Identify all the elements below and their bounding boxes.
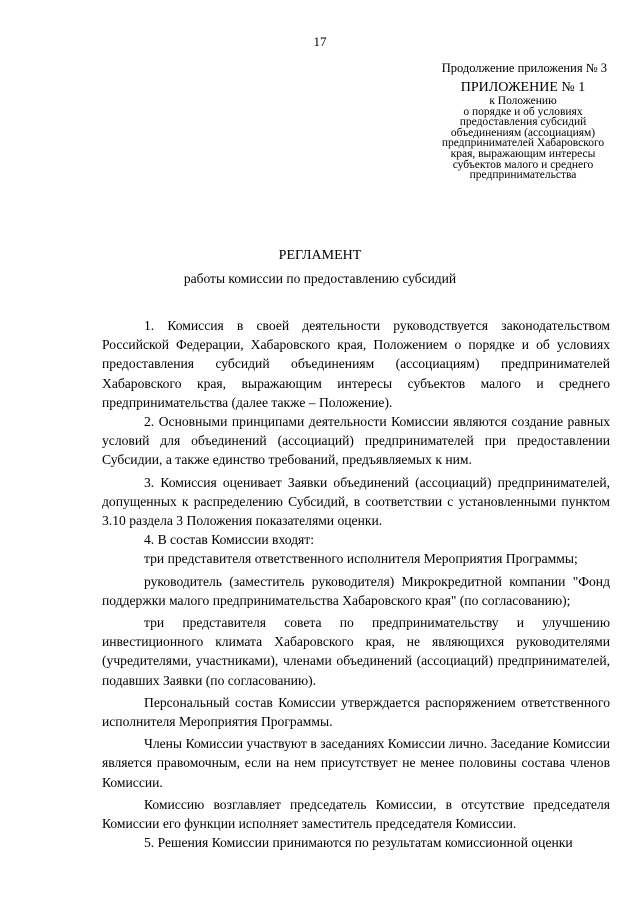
paragraph-3: 3. Комиссия оценивает Заявки объединений (ассоциаций) предпринимателей, допущенных к распределению Субсидий, в соответствии с установленными пунктом 3.10 раздела 3 Положения показателями оценки. xyxy=(102,474,610,529)
appendix-line: края, выражающим интересы xyxy=(450,147,596,160)
document-body xyxy=(102,316,610,852)
document-title: РЕГЛАМЕНТ xyxy=(278,248,362,263)
appendix-title: ПРИЛОЖЕНИЕ № 1 xyxy=(460,80,586,95)
appendix-line: о порядке и об условиях xyxy=(463,105,583,118)
appendix-line: предоставления субсидий xyxy=(459,116,587,129)
appendix-block xyxy=(408,80,638,181)
page-number: 17 xyxy=(313,34,327,49)
paragraph-composition-approval: Персональный состав Комиссии утверждается распоряжением ответственного исполнителя Мероприятия Программы. xyxy=(102,694,610,730)
paragraph-4: 4. В состав Комиссии входят: xyxy=(144,532,315,548)
appendix-line: субъектов малого и среднего xyxy=(452,158,594,171)
appendix-line: объединениям (ассоциациям) xyxy=(450,126,596,139)
paragraph-2: 2. Основными принципами деятельности Комиссии являются создание равных условий для объединений (ассоциаций) предпринимателей при предоставлении Субсидии, а также единство требований, предъявляемых к ним. xyxy=(102,414,610,468)
document-subtitle: работы комиссии по предоставлению субсидий xyxy=(183,271,457,286)
appendix-line: предпринимателей Хабаровского xyxy=(441,137,605,150)
continuation-note: Продолжение приложения № 3 xyxy=(441,61,607,75)
paragraph-1: 1. Комиссия в своей деятельности руководствуется законодательством Российской Федерации, Хабаровского края, Положением о порядке и об условиях предоставления субсидий объединениям (ассоциациям) предпринимателей Хабаровского края, выражающим интересы субъектов малого и среднего предпринимательства (далее также – Положение). xyxy=(102,318,610,410)
appendix-line: к Положению xyxy=(489,95,557,107)
composition-item-3: три представителя совета по предпринимательству и улучшению инвестиционного климата Хабаровского края, не являющихся руководителями (учредителями, участниками), членами объединений (ассоциаций) предпринимателей, подавших Заявки (по согласованию). xyxy=(102,615,610,688)
paragraph-chairman: Комиссию возглавляет председатель Комиссии, в отсутствие председателя Комиссии его функции исполняет заместитель председателя Комиссии. xyxy=(102,796,610,832)
paragraph-5: 5. Решения Комиссии принимаются по результатам комиссионной оценки xyxy=(144,835,573,851)
composition-item-1: три представителя ответственного исполнителя Мероприятия Программы; xyxy=(144,551,578,567)
appendix-line: предпринимательства xyxy=(469,169,577,182)
composition-item-2: руководитель (заместитель руководителя) Микрокредитной компании "Фонд поддержки малого предпринимательства Хабаровского края" (по согласованию); xyxy=(102,573,610,608)
paragraph-quorum: Члены Комиссии участвуют в заседаниях Комиссии лично. Заседание Комиссии является правомочным, если на нем присутствует не менее половины состава членов Комиссии. xyxy=(102,736,610,790)
